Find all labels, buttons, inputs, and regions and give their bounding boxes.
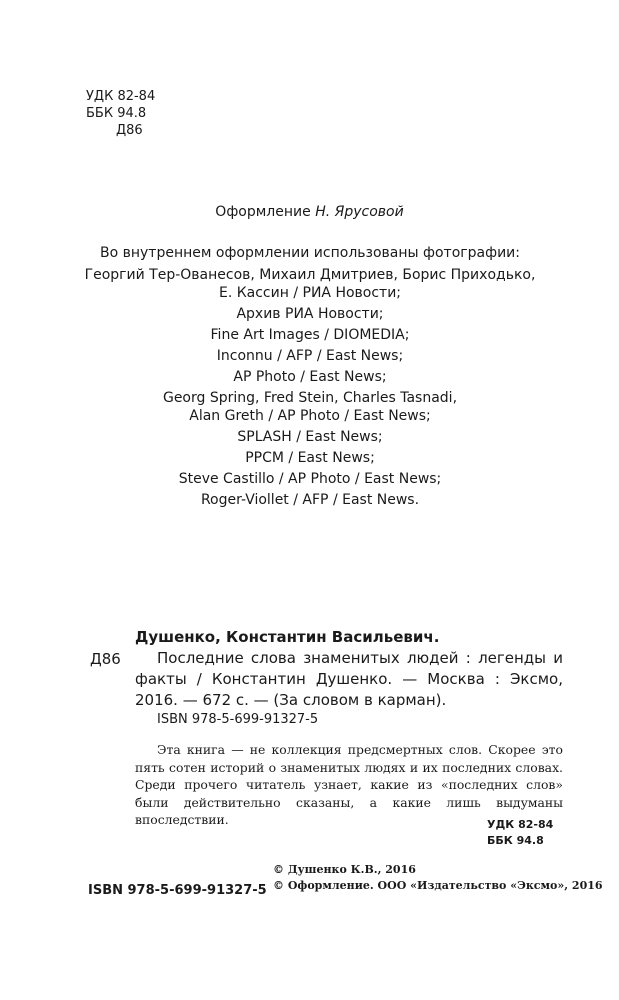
- bbk-code: ББК 94.8: [86, 106, 147, 121]
- photo-credit-line: Е. Кассин / РИА Новости;: [218, 285, 402, 301]
- copyright-design: © Оформление. ООО «Издательство «Эксмо», 2016: [273, 879, 603, 892]
- footer-isbn: ISBN 978-5-699-91327-5: [88, 883, 267, 898]
- author-heading: Душенко, Константин Васильевич.: [135, 628, 440, 646]
- photo-credit-line: Roger-Viollet / AFP / East News.: [200, 492, 420, 508]
- photo-credit-entry: [80, 389, 540, 425]
- photo-credit-line: Alan Greth / AP Photo / East News;: [189, 408, 431, 424]
- photo-credit-line: Steve Castillo / AP Photo / East News;: [178, 471, 442, 487]
- classification-codes: [86, 88, 155, 139]
- photo-credit-line: Георгий Тер-Ованесов, Михаил Дмитриев, Борис Приходько,: [84, 267, 536, 283]
- photo-credits-list: [80, 266, 540, 509]
- design-credit: [0, 204, 619, 220]
- udk-code: УДК 82-84: [86, 89, 156, 104]
- photo-credit-line: SPLASH / East News;: [237, 429, 383, 445]
- photo-credit-line: PPCM / East News;: [245, 450, 375, 466]
- photo-credit-line: AP Photo / East News;: [233, 369, 387, 385]
- photo-credit-line: Inconnu / AFP / East News;: [216, 348, 404, 364]
- photo-credits: [80, 244, 540, 509]
- photo-credit-entry: [80, 266, 540, 302]
- copyright-block: [273, 862, 603, 894]
- footer-codes: [487, 817, 553, 849]
- photo-credit-entry: [80, 491, 540, 509]
- designer-name: Н. Ярусовой: [315, 204, 404, 220]
- author-sign: Д86: [116, 123, 143, 138]
- bibliographic-description: Последние слова знаменитых людей : легенды и факты / Константин Душенко. — Москва : Эксмо, 2016. — 672 с. — (За словом в карман).: [135, 649, 563, 709]
- photo-credit-entry: [80, 347, 540, 365]
- photo-credit-entry: [80, 368, 540, 386]
- annotation: Эта книга — не коллекция предсмертных слов. Скорее это пять сотен историй о знаменитых людях и их последних словах. Среди прочего читатель узнает, какие из «последних слов» были действительно сказаны, а какие лишь выдуманы впоследствии.: [135, 742, 563, 827]
- photo-credit-entry: [80, 470, 540, 488]
- photo-credit-entry: [80, 305, 540, 323]
- footer-bbk: ББК 94.8: [487, 834, 544, 847]
- copyright-author: © Душенко К.В., 2016: [273, 863, 416, 876]
- photo-credit-line: Georg Spring, Fred Stein, Charles Tasnadi,: [162, 390, 458, 406]
- photo-credit-entry: [80, 428, 540, 446]
- footer-udk: УДК 82-84: [487, 818, 554, 831]
- photo-credit-entry: [80, 326, 540, 344]
- photo-credit-line: Fine Art Images / DIOMEDIA;: [210, 327, 410, 343]
- isbn: ISBN 978-5-699-91327-5: [157, 712, 319, 727]
- bibliographic-record: [135, 627, 563, 711]
- photo-credit-line: Архив РИА Новости;: [236, 306, 384, 322]
- bibliographic-sign: Д86: [90, 650, 121, 668]
- photo-credits-intro: Во внутреннем оформлении использованы фотографии:: [100, 245, 520, 261]
- photo-credit-entry: [80, 449, 540, 467]
- design-label: Оформление: [215, 204, 311, 220]
